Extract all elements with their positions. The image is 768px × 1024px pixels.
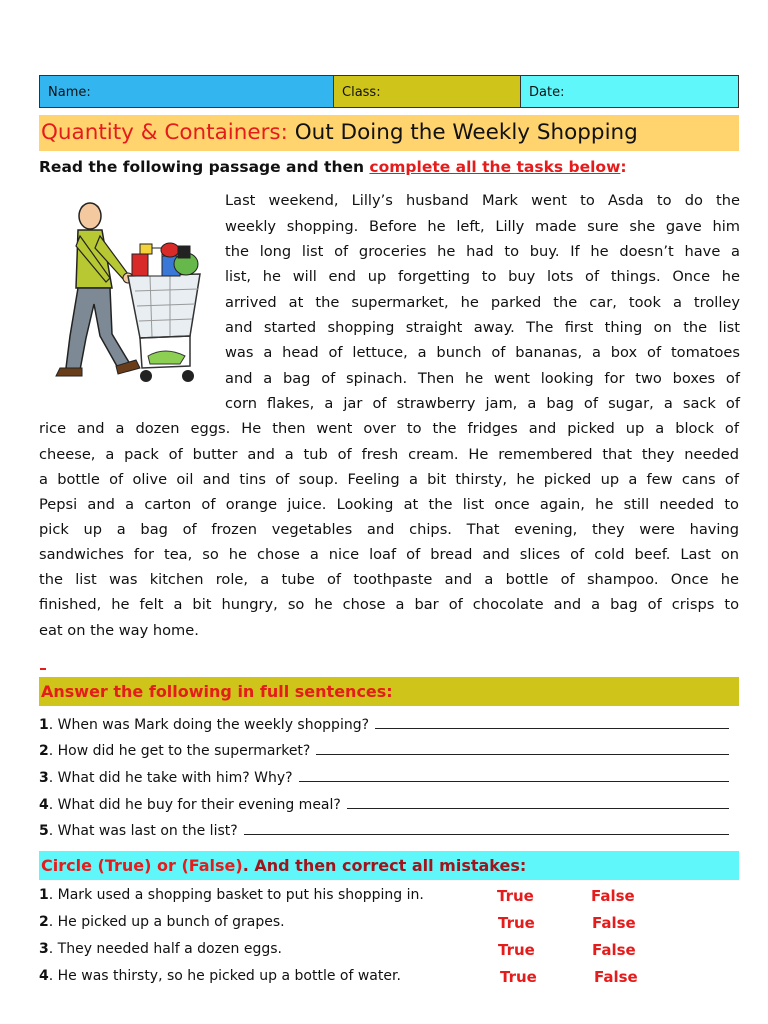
question-text: . How did he get to the supermarket?	[48, 743, 311, 759]
statement-number: 1	[39, 887, 49, 903]
true-false-heading-part1: Circle (True) or (False)	[41, 856, 243, 875]
question-row	[39, 716, 729, 733]
question-row	[39, 796, 729, 813]
true-option[interactable]: True	[498, 941, 535, 959]
title-topic: Quantity & Containers:	[41, 120, 288, 145]
name-field[interactable]	[40, 76, 334, 107]
date-field[interactable]	[521, 76, 738, 107]
class-label: Class:	[342, 85, 381, 100]
answer-blank[interactable]	[316, 742, 729, 755]
question-number: 1	[39, 717, 49, 733]
passage-line: arrived at the supermarket, he parked the car, took a trolley	[225, 294, 740, 311]
question-text: . When was Mark doing the weekly shopping?	[48, 717, 370, 733]
question-number: 4	[39, 797, 49, 813]
stray-dash	[40, 668, 46, 670]
true-false-row	[39, 968, 739, 984]
passage-line: a bottle of olive oil and tins of soup. Feeling a bit thirsty, he picked up a few cans of	[39, 471, 739, 488]
question-number: 2	[39, 743, 49, 759]
passage-line: the list was kitchen role, a tube of toothpaste and a bottle of shampoo. Once he	[39, 571, 739, 588]
instruction	[39, 158, 627, 176]
true-false-row	[39, 914, 739, 930]
true-false-row	[39, 887, 739, 903]
false-option[interactable]: False	[591, 887, 635, 905]
passage-line: rice and a dozen eggs. He then went over to the fridges and picked up a block of	[39, 420, 739, 437]
statement-number: 4	[39, 968, 49, 984]
passage-line: pick up a bag of frozen vegetables and chips. That evening, they were having	[39, 521, 739, 538]
instruction-link: complete all the tasks below	[369, 158, 621, 176]
man-pushing-trolley-icon	[40, 196, 215, 391]
date-label: Date:	[529, 85, 565, 100]
question-number: 3	[39, 770, 49, 786]
statement-number: 3	[39, 941, 49, 957]
true-false-row	[39, 941, 739, 957]
passage-line: cheese, a pack of butter and a tub of fresh cream. He remembered that they needed	[39, 446, 739, 463]
true-option[interactable]: True	[498, 914, 535, 932]
name-label: Name:	[48, 85, 91, 100]
passage-line: and started shopping straight away. The first thing on the list	[225, 319, 740, 336]
answer-blank[interactable]	[299, 769, 729, 782]
true-option[interactable]: True	[500, 968, 537, 986]
false-option[interactable]: False	[594, 968, 638, 986]
question-number: 5	[39, 823, 49, 839]
statement-number: 2	[39, 914, 49, 930]
title-subtitle: Out Doing the Weekly Shopping	[287, 120, 638, 145]
statement-text: . He was thirsty, so he picked up a bottle of water.	[48, 968, 401, 984]
passage-line: eat on the way home.	[39, 622, 199, 639]
question-row	[39, 742, 729, 759]
shopping-trolley-illustration	[40, 196, 215, 391]
class-field[interactable]	[334, 76, 521, 107]
header-table	[39, 75, 739, 108]
question-text: . What was last on the list?	[48, 823, 238, 839]
section-true-false-heading	[39, 851, 739, 880]
passage-line: sandwiches for tea, so he chose a nice loaf of bread and slices of cold beef. Last on	[39, 546, 739, 563]
section-full-sentences-heading: Answer the following in full sentences:	[39, 677, 739, 706]
answer-blank[interactable]	[244, 822, 729, 835]
statement-text: . They needed half a dozen eggs.	[48, 941, 282, 957]
false-option[interactable]: False	[592, 914, 636, 932]
question-row	[39, 769, 729, 786]
question-text: . What did he take with him? Why?	[48, 770, 293, 786]
passage-line: corn flakes, a jar of strawberry jam, a bag of sugar, a sack of	[225, 395, 740, 412]
answer-blank[interactable]	[347, 796, 729, 809]
true-option[interactable]: True	[497, 887, 534, 905]
passage-line: was a head of lettuce, a bunch of bananas, a box of tomatoes	[225, 344, 740, 361]
true-false-heading-part2: .	[242, 856, 249, 875]
passage-line: weekly shopping. Before he left, Lilly made sure she gave him	[225, 218, 740, 235]
statement-text: . Mark used a shopping basket to put his shopping in.	[48, 887, 424, 903]
instruction-text: Read the following passage and then	[39, 158, 370, 176]
page-title	[39, 115, 739, 151]
question-row	[39, 822, 729, 839]
passage-line: Pepsi and a carton of orange juice. Looking at the list once again, he still needed to	[39, 496, 739, 513]
passage-line: the long list of groceries he had to buy. If he doesn’t have a	[225, 243, 740, 260]
passage-line: list, he will end up forgetting to buy lots of things. Once he	[225, 268, 740, 285]
passage-line: finished, he felt a bit hungry, so he chose a bar of chocolate and a bag of crisps to	[39, 596, 739, 613]
question-text: . What did he buy for their evening meal?	[48, 797, 341, 813]
answer-blank[interactable]	[375, 716, 729, 729]
passage-line: and a bag of spinach. Then he went looking for two boxes of	[225, 370, 740, 387]
instruction-colon: :	[620, 158, 627, 176]
statement-text: . He picked up a bunch of grapes.	[48, 914, 285, 930]
true-false-heading-part3: And then correct all mistakes:	[248, 856, 527, 875]
passage-line: Last weekend, Lilly’s husband Mark went to Asda to do the	[225, 192, 740, 209]
false-option[interactable]: False	[592, 941, 636, 959]
